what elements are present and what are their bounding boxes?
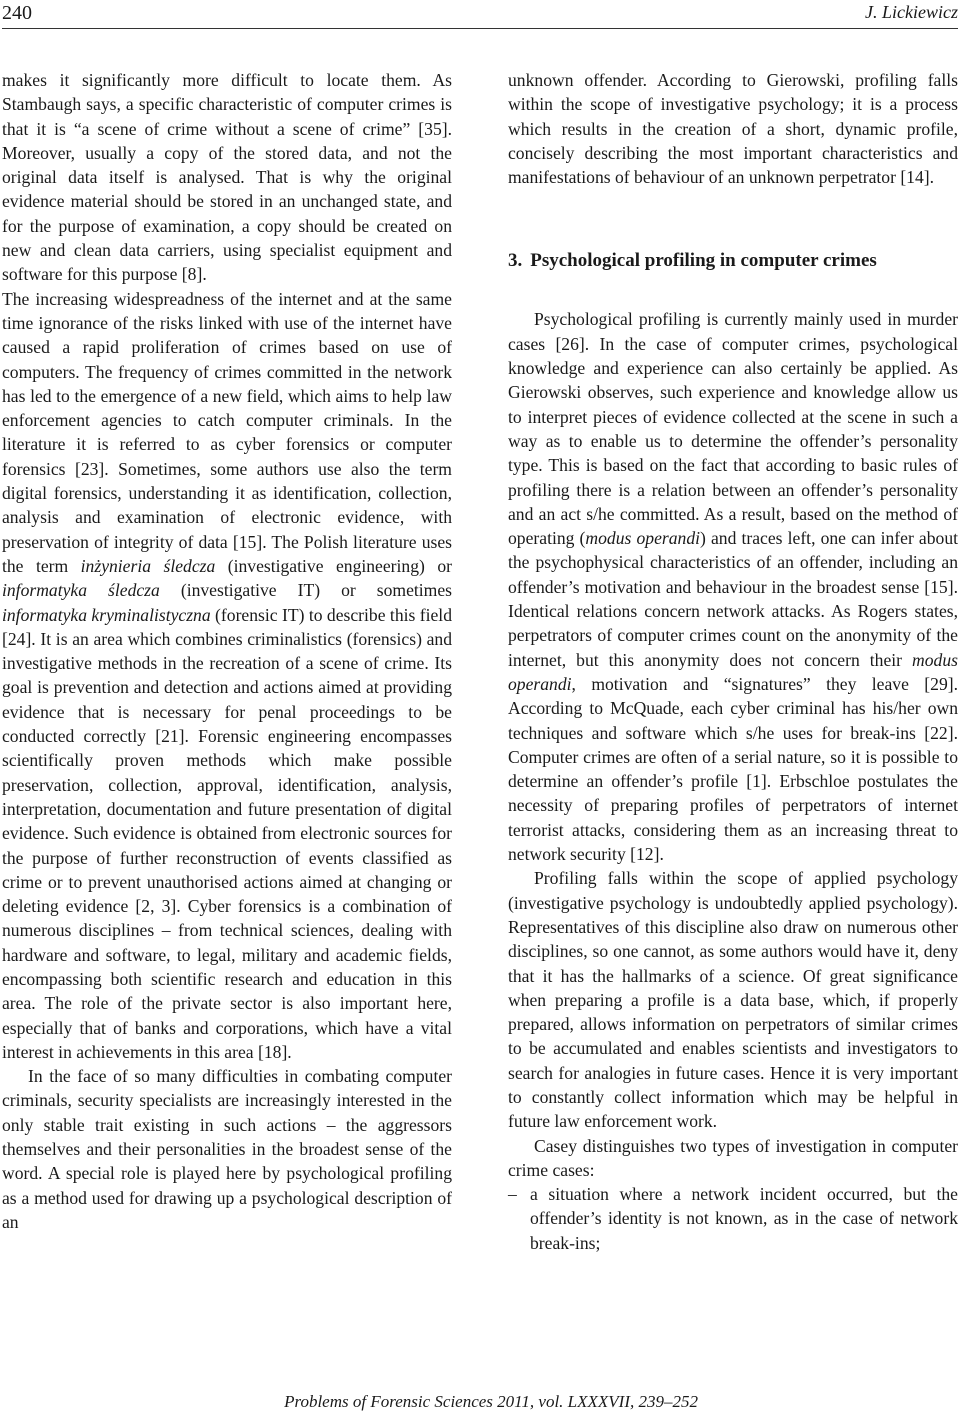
running-author: J. Lickiewicz — [865, 2, 958, 22]
italic-term: informatyka śledcza — [2, 580, 160, 601]
dash-list — [508, 1182, 958, 1255]
section-number: 3. — [508, 250, 523, 272]
footer-citation: Problems of Forensic Sciences 2011, vol. LXXXVII, 239–252 — [284, 1392, 698, 1411]
paragraph: In the face of so many difficulties in combating computer criminals, security specialists are increasingly interested in the only stable trait existing in such actions – the aggressors themselves and their personalities in the broadest sense of the word. A special role is played here by psychological profiling as a method used for drawing up a psychological description of an — [2, 1066, 452, 1232]
page-number: 240 — [2, 2, 32, 24]
italic-term: modus operandi — [508, 649, 958, 694]
paragraph: The increasing widespreadness of the internet and at the same time ignorance of the risks linked with use of the internet have caused a rapid proliferation of crimes based on use of computers. The frequency of crimes committed in the network has led to the emergence of a new field, which aims to help law enforcement agencies to catch computer criminals. In the literature it is referred to as cyber forensics or computer forensics [23]. Sometimes, some authors use also the term digital forensics, understanding it as identification, collection, analysis and examination of electronic evidence, with preservation of integrity of data [15]. The Polish literature uses the term inżynieria śledcza (investigative engineering) or informatyka śledcza (investigative IT) or sometimes informatyka kryminalistyczna (forensic IT) to describe this field [24]. It is an area which combines criminalistics (forensics) and investigative methods in the recreation of a scene of crime. Its goal is prevention and detection and actions aimed at providing evidence that is necessary for penal proceedings to be conducted correctly [21]. Forensic engineering encompasses scientifically proven methods which make possible preservation, collection, approval, identification, analysis, interpretation, documentation and future presentation of digital evidence. Such evidence is obtained from electronic sources for the purpose of further reconstruction of events classified as crime or to prevent unauthorised actions aimed at changing or deleting evidence [2, 3]. Cyber forensics is a combination of numerous disciplines – from technical sciences, dealing with hardware and software, to legal, military and academic fields, encompassing both scientific research and education in this area. The role of the private sector is also important here, especially that of banks and corporations, which have a vital interest in achievements in this area [18]. — [2, 288, 452, 1062]
paragraph: Psychological profiling is currently mainly used in murder cases [26]. In the case of computer crimes, psychological knowledge and experience can also certainly be applied. As Gierowski observes, such experience and knowledge allow us to interpret pieces of evidence collected at the scene in such a way as to enable us to determine the offender’s personality type. This is based on the fact that according to basic rules of profiling there is a relation between an offender’s personality and an act s/he committed. As a result, based on the method of operating (modus operandi) and traces left, one can infer about the psychophysical characteristics of an offender, including an offender’s motivation and behaviour in the broadest sense [15]. Identical relations concern network attacks. As Rogers states, perpetrators of computer crimes count on the anonymity of the internet, but this anonymity does not concern their modus operandi, motivation and “signatures” they leave [29]. According to McQuade, each cyber criminal has his/her own techniques and software which s/he uses for break-ins [22]. Computer crimes are often of a serial nature, so it is possible to determine an offender’s profile [1]. Erbschloe postulates the necessity of preparing profiles of perpetrators of internet terrorist attacks, considering them as an increasing threat to network security [12]. — [508, 309, 959, 865]
italic-term: modus operandi — [585, 528, 701, 549]
left-column — [2, 68, 452, 1234]
paragraph: Casey distinguishes two types of investigation in computer crime cases: — [508, 1135, 958, 1180]
italic-term: informatyka kryminalistyczna — [2, 604, 211, 625]
page-header — [2, 0, 958, 29]
list-item: – a situation where a network incident occurred, but the offender’s identity is not known, as in the case of network break-ins; — [508, 1182, 958, 1255]
paragraph: unknown offender. According to Gierowski, profiling falls within the scope of investigative psychology; it is a process which results in the creation of a short, dynamic profile, concisely describing the most important characteristics and manifestations of behaviour of an unknown perpetrator [14]. — [508, 70, 958, 188]
paragraph: Profiling falls within the scope of applied psychology (investigative psychology is undoubtedly applied psychology). Representatives of this discipline also draw on numerous other disciplines, so one cannot, as some authors would have it, deny that it has the hallmarks of a science. Of great significance when preparing a profile is a data base, which, if properly prepared, allows information on perpetrators of similar crimes to be accumulated and enables scientists and investigators to search for analogies in future cases. Hence it is very important to constantly collect information which may be helpful in future law enforcement work. — [508, 868, 958, 1132]
section-title: Psychological profiling in computer crimes — [530, 250, 877, 272]
section-heading — [508, 249, 958, 273]
right-column — [508, 68, 958, 1255]
italic-term: inżynieria śledcza — [80, 555, 216, 576]
paragraph: makes it significantly more difficult to locate them. As Stambaugh says, a specific characteristic of computer crimes is that it is “a scene of crime without a scene of crime” [35]. Moreover, usually a copy of the stored data, and not the original data itself is analysed. That is why the original evidence material should be stored in an unchanged state, and for the purpose of examination, a copy should be created on new and clean data carriers, using specialist equipment and software for this purpose [8]. — [2, 70, 452, 285]
